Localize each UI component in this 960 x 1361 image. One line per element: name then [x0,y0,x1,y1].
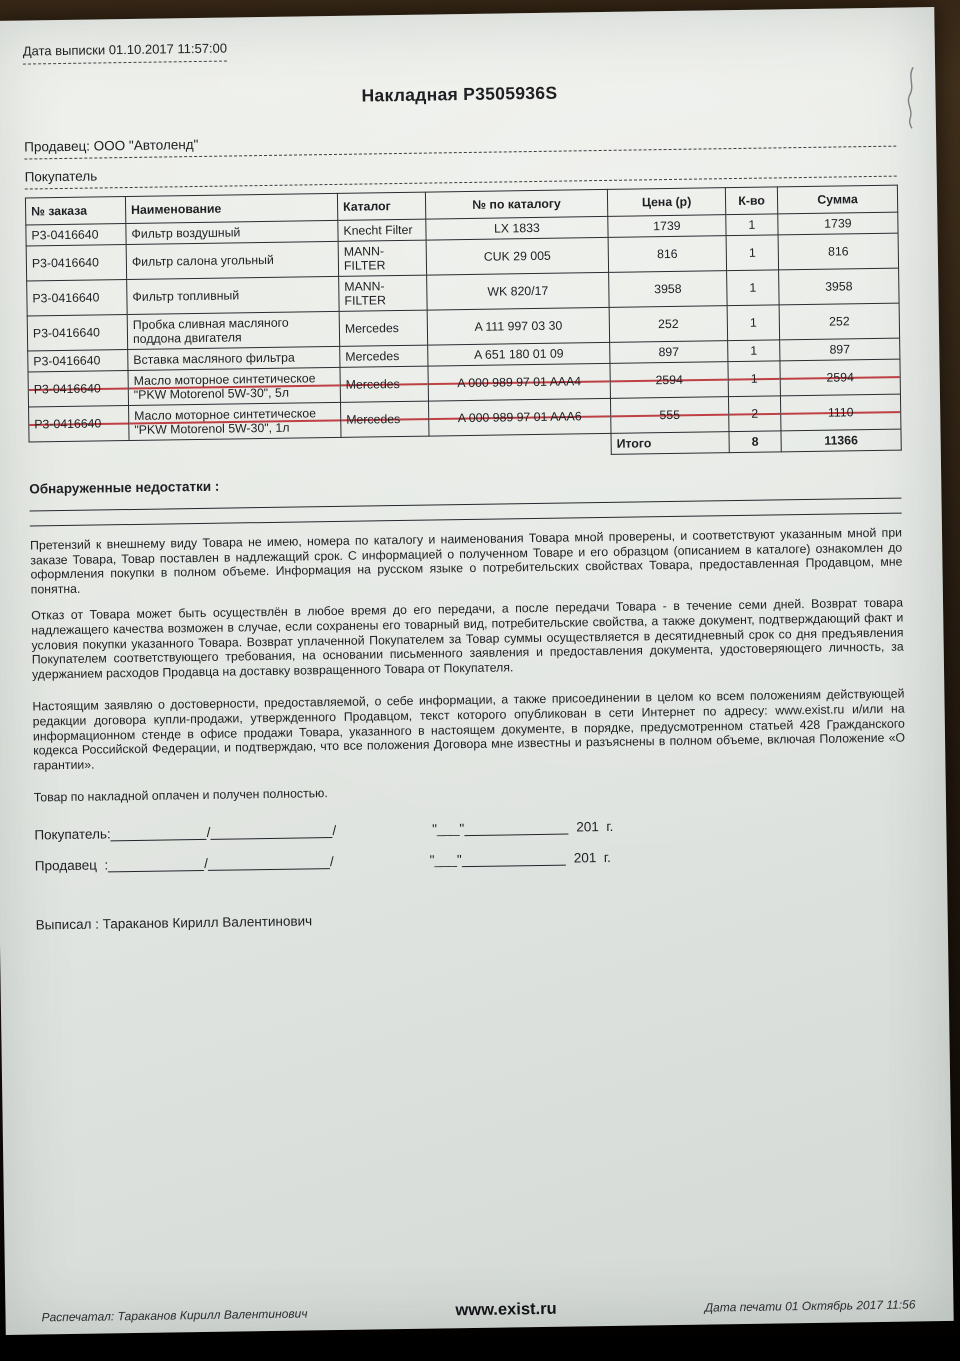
cell-catalog: Mercedes [339,310,428,346]
slash: / [332,822,337,838]
cell-sum: 3958 [779,268,900,305]
year-label: 201 г. [576,818,614,835]
pen-mark [901,65,920,129]
cell-qty: 1 [728,340,780,362]
cell-catalog-no: CUK 29 005 [426,237,608,275]
issue-date: Дата выписки 01.10.2017 11:57:00 [23,41,228,65]
terms-paragraph: Настоящим заявляю о достоверности, предоставляемой, о себе информации, а также присоединении в целом ко всем положениям действующей редакции договора купли-продажи, утвержденного Продавцом, текст которого опубликован в сети Интернет по адресу: www.exist.ru и/или на информационном стенде в офисе продажи Товара, указанного в настоящем документе, в порядке, предусмотренном статьей 428 Гражданского кодекса Российской Федерации, и подтверждаю, что все положения Договора мне известны и разъяснены в полном объеме, включая Положение «О гарантии». [32,686,906,773]
header-price: Цена (р) [607,188,725,217]
document-title: Накладная P3505936S [361,82,558,106]
cell-qty: 2 [728,396,781,432]
date-blank [462,852,566,867]
buyer-signature-label: Покупатель: [34,826,111,843]
cell-price: 1739 [608,215,726,238]
buyer-signature-row [34,814,906,842]
total-qty: 8 [729,431,781,453]
cell-sum: 2594 [780,359,901,396]
website-label: www.exist.ru [455,1299,557,1320]
cell-name: Фильтр салона угольный [126,241,338,279]
cell-qty: 1 [726,235,779,271]
cell-order-no: P3-0416640 [29,406,130,442]
header-catalog: Каталог [337,192,425,220]
cell-price: 555 [610,397,729,434]
day-quote: "___" [429,852,462,868]
cell-order-no: P3-0416640 [28,350,128,372]
header-catalog-no: № по каталогу [425,189,607,219]
cell-catalog: Knecht Filter [338,219,426,241]
cell-order-no: P3-0416640 [26,245,127,281]
signature-blank [108,857,204,872]
defects-label: Обнаруженные недостатки : [29,478,220,497]
paper-footer [41,1294,915,1326]
header-name: Наименование [125,193,337,223]
header-sum: Сумма [777,185,897,214]
seller-signature-label: Продавец : [34,857,109,874]
cell-catalog: MANN-FILTER [338,240,427,276]
date-blank [464,821,568,836]
defects-line [30,498,902,512]
cell-name: Фильтр воздушный [126,220,338,244]
cell-catalog: MANN-FILTER [339,275,428,311]
cell-catalog-no: A 111 997 03 30 [427,307,609,345]
cell-order-no: P3-0416640 [26,224,126,246]
cell-price: 816 [608,236,727,273]
header-order-no: № заказа [25,197,125,225]
cell-price: 897 [610,341,728,364]
cell-sum: 252 [779,303,900,340]
cell-order-no: P3-0416640 [28,371,129,407]
cell-sum: 1739 [778,212,898,235]
cell-sum: 1110 [780,394,901,431]
signature-blank [111,826,207,841]
terms-paragraph: Претензий к внешнему виду Товара не имею, номера по каталогу и наименования Товара мной проверены, и соответствуют указанным мной при заказе Товара, Товар поставлен в надлежащий срок. С информацией о полученном Товаре и его образцом (описанием в каталоге) ознакомлен до оформления покупки в полном объеме. Информация на русском языке о потребительских свойствах Товара, предоставленная Продавцом, мне понятна. [29,525,903,597]
seller-signature-row [35,845,907,873]
cell-qty: 1 [727,305,780,341]
day-quote: "___" [432,821,465,837]
cell-sum: 897 [780,338,900,361]
cell-qty: 1 [728,361,781,397]
printed-by-label: Распечатал: Тараканов Кирилл Валентинович [41,1306,308,1325]
signature-blank [210,824,332,840]
terms-paragraph: Отказ от Товара может быть осуществлён в любое время до его передачи, а после передачи Товара - в течение семи дней. Возврат товара надлежащего качества возможен в случае, если сохранены его товарный вид, потребительские свойства, а также документ, подтверждающий факт и условия покупки указанного Товара. Возврат уплаченной Покупателем за Товар суммы осуществляется в десятидневный срок со дня предъявления Покупателем соответствующего требования, на основании письменного заявления и предоставления документа, удостоверяющего личность, за удержанием расходов Продавца на доставку возвращенного Товара от Покупателя. [31,595,904,682]
payment-confirmation: Товар по накладной оплачен и получен полностью. [33,786,328,805]
cell-name: Пробка сливная масляного поддона двигателя [127,311,339,349]
invoice-paper [0,7,954,1335]
slash: / [206,824,211,840]
cell-catalog-no: A 000 989 97 01 AAA6 [428,398,610,436]
defects-line [30,513,902,527]
cell-price: 3958 [609,271,728,308]
items-table [25,185,902,464]
total-label: Итого [611,432,729,455]
cell-name: Фильтр топливный [127,276,339,314]
cell-catalog-no: A 651 180 01 09 [428,342,610,366]
cell-sum: 816 [778,233,899,270]
cell-name: Масло моторное синтетическое "PKW Motorenol 5W-30", 1л [129,402,341,440]
seller-line: Продавец: ООО "Автоленд" [24,136,199,155]
cell-order-no: P3-0416640 [27,315,128,351]
slash: / [329,853,334,870]
signature-gap [334,865,430,866]
total-sum: 11366 [781,429,901,452]
signature-blank [208,855,330,871]
cell-catalog-no: A 000 989 97 01 AAA4 [428,363,610,401]
buyer-line: Покупатель [24,168,98,185]
cell-name: Вставка масляного фильтра [128,346,340,370]
cell-order-no: P3-0416640 [27,280,128,316]
cell-catalog-no: LX 1833 [426,216,608,240]
cell-qty: 1 [726,214,778,236]
year-label: 201 г. [573,849,611,866]
print-date-label: Дата печати 01 Октябрь 2017 11:56 [704,1297,916,1315]
cell-catalog: Mercedes [341,401,430,437]
cell-qty: 1 [727,270,780,306]
slash: / [204,855,209,871]
issued-by-line: Выписал : Тараканов Кирилл Валентинович [35,913,313,933]
header-qty: К-во [725,187,777,215]
cell-catalog: Mercedes [340,366,429,402]
cell-catalog-no: WK 820/17 [427,272,609,310]
cell-price: 2594 [610,362,729,399]
cell-price: 252 [609,306,728,343]
cell-catalog: Mercedes [340,345,428,367]
cell-name: Масло моторное синтетическое "PKW Motorenol 5W-30", 5л [128,367,340,405]
signature-gap [336,833,432,834]
